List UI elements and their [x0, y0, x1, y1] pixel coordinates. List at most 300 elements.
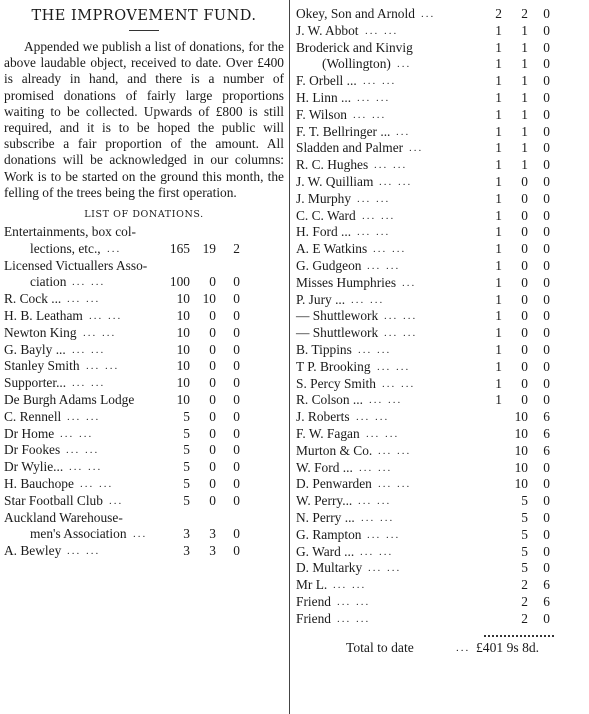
amount-pounds: 3 [183, 543, 190, 559]
amount-shillings: 1 [521, 157, 528, 173]
donation-row [296, 241, 584, 258]
amount-pence: 0 [543, 224, 550, 240]
donation-row [296, 560, 584, 577]
donor-name: Licensed Victuallers Asso- [4, 257, 148, 273]
amount-shillings: 2 [521, 6, 528, 21]
amount-shillings: 0 [521, 325, 528, 341]
leader-dots: ... [421, 8, 436, 20]
amount-shillings: 10 [514, 442, 528, 458]
donor-name: (Wollington) [322, 56, 391, 72]
amount-pounds: 1 [495, 392, 502, 408]
leader-dots: ... ... [333, 579, 367, 592]
amount-shillings: 1 [521, 22, 528, 38]
amount-pounds: 10 [176, 308, 190, 324]
donation-row [296, 40, 584, 57]
leader-dots: ... [396, 125, 411, 138]
leader-dots: ... ... [367, 259, 401, 272]
donation-row [296, 208, 584, 225]
donor-name: Star Football Club [4, 492, 103, 508]
amount-pounds: 1 [495, 224, 502, 240]
amount-shillings: 10 [202, 291, 216, 307]
leader-dots: ... [402, 276, 417, 289]
total-dots: ... [456, 642, 471, 655]
amount-shillings: 1 [521, 73, 528, 89]
amount-shillings: 0 [209, 358, 216, 374]
donation-row [296, 527, 584, 544]
donor-name: Mr L. [296, 577, 328, 593]
amount-pence: 0 [543, 157, 550, 173]
leader-dots: ... ... [357, 91, 391, 104]
donation-row [296, 510, 584, 527]
donor-name: Auckland Warehouse- [4, 509, 123, 525]
amount-pounds: 1 [495, 241, 502, 257]
amount-pence: 6 [543, 409, 550, 425]
donor-name: Okey, Son and Arnold [296, 6, 415, 21]
leader-dots: ... ... [353, 108, 387, 121]
donation-row [296, 594, 584, 611]
donor-name: Entertainments, box col- [4, 224, 137, 240]
amount-shillings: 5 [521, 526, 528, 542]
amount-shillings: 1 [521, 123, 528, 139]
amount-shillings: 0 [521, 341, 528, 357]
amount-shillings: 0 [521, 274, 528, 290]
amount-shillings: 10 [514, 409, 528, 425]
amount-pounds: 1 [495, 207, 502, 223]
donor-name: Dr Fookes [4, 442, 61, 458]
right-column [296, 0, 584, 657]
amount-pence: 0 [543, 123, 550, 139]
donor-name: W. Ford ... [296, 459, 353, 475]
leader-dots: ... ... [366, 427, 400, 440]
leader-dots: ... ... [351, 293, 385, 306]
leader-dots: ... ... [378, 444, 412, 457]
amount-pence: 0 [543, 291, 550, 307]
amount-shillings: 1 [521, 89, 528, 105]
amount-shillings: 0 [209, 392, 216, 407]
donor-name: G. Bayly ... [4, 341, 66, 357]
amount-shillings: 0 [209, 475, 216, 491]
amount-pence: 0 [233, 274, 240, 290]
leader-dots: ... ... [357, 192, 391, 205]
donor-name: F. Wilson [296, 106, 347, 122]
donation-row [296, 6, 584, 23]
amount-pence: 0 [543, 241, 550, 257]
leader-dots: ... ... [362, 209, 396, 222]
amount-pounds: 1 [495, 257, 502, 273]
amount-pence: 0 [543, 341, 550, 357]
total-value: £401 9s 8d. [476, 640, 540, 656]
donor-name: Friend [296, 593, 331, 609]
amount-pence: 0 [543, 308, 550, 324]
donation-row [4, 526, 284, 543]
amount-shillings: 0 [209, 308, 216, 324]
amount-shillings: 1 [521, 106, 528, 122]
donation-row [296, 476, 584, 493]
donation-row [296, 342, 584, 359]
leader-dots: ... ... [367, 528, 401, 541]
donation-row [4, 258, 284, 275]
amount-pence: 0 [233, 475, 240, 491]
column-divider [289, 0, 290, 714]
donor-name: G. Ward ... [296, 543, 355, 559]
donation-row [4, 476, 284, 493]
donor-name: Dr Home [4, 425, 55, 441]
amount-shillings: 0 [521, 308, 528, 324]
donor-name: H. Ford ... [296, 224, 352, 240]
leader-dots: ... ... [337, 595, 371, 608]
donor-name: H. B. Leatham [4, 308, 83, 324]
amount-shillings: 0 [521, 173, 528, 189]
amount-pence: 2 [233, 240, 240, 256]
leader-dots: ... ... [369, 394, 403, 407]
amount-pounds: 2 [495, 6, 502, 21]
amount-shillings: 0 [209, 442, 216, 458]
amount-shillings: 0 [521, 291, 528, 307]
amount-pence: 0 [543, 73, 550, 89]
leader-dots: ... [397, 58, 412, 71]
amount-pounds: 165 [169, 240, 190, 256]
amount-shillings: 5 [521, 543, 528, 559]
amount-shillings: 0 [209, 375, 216, 391]
leader-dots: ... ... [72, 276, 106, 289]
donor-name: Dr Wylie... [4, 459, 64, 475]
donor-name: C. C. Ward [296, 207, 356, 223]
donation-row [4, 342, 284, 359]
donor-name: F. Orbell ... [296, 73, 357, 89]
donation-row [4, 392, 284, 409]
leader-dots: ... ... [384, 310, 418, 323]
amount-shillings: 3 [209, 526, 216, 542]
donor-name: T P. Brooking [296, 358, 371, 374]
leader-dots: ... ... [373, 243, 407, 256]
leader-dots: ... ... [357, 226, 391, 239]
amount-pounds: 1 [495, 106, 502, 122]
leader-dots: ... ... [358, 495, 392, 508]
amount-shillings: 10 [514, 476, 528, 492]
donation-row [296, 426, 584, 443]
donor-name: Friend [296, 610, 331, 626]
amount-pence: 0 [543, 509, 550, 525]
amount-pence: 0 [233, 408, 240, 424]
donor-name: — Shuttlework [296, 325, 379, 341]
amount-pence: 0 [543, 39, 550, 55]
amount-shillings: 0 [521, 358, 528, 374]
amount-pence: 0 [233, 425, 240, 441]
amount-pounds: 10 [176, 375, 190, 391]
amount-pounds: 1 [495, 140, 502, 156]
amount-pence: 0 [233, 526, 240, 542]
amount-shillings: 1 [521, 140, 528, 156]
amount-pounds: 10 [176, 291, 190, 307]
amount-pence: 0 [233, 324, 240, 340]
amount-pence: 0 [543, 140, 550, 156]
leader-dots: ... ... [72, 343, 106, 356]
amount-pence: 0 [543, 6, 550, 21]
amount-pounds: 5 [183, 475, 190, 491]
amount-pounds: 1 [495, 89, 502, 105]
amount-shillings: 10 [514, 425, 528, 441]
amount-shillings: 0 [209, 341, 216, 357]
donor-name: J. W. Abbot [296, 22, 359, 38]
amount-pounds: 5 [183, 425, 190, 441]
amount-pounds: 5 [183, 442, 190, 458]
amount-pounds: 1 [495, 123, 502, 139]
amount-shillings: 1 [521, 56, 528, 72]
donation-row [4, 375, 284, 392]
donor-name: Misses Humphries [296, 274, 397, 290]
amount-pence: 0 [543, 526, 550, 542]
leader-dots: ... ... [378, 478, 412, 491]
leader-dots: ... ... [365, 24, 399, 37]
donation-row [296, 409, 584, 426]
amount-pence: 6 [543, 425, 550, 441]
amount-pence: 0 [233, 543, 240, 559]
amount-pence: 6 [543, 442, 550, 458]
donor-name: Murton & Co. [296, 442, 373, 458]
donation-row [4, 442, 284, 459]
donor-name: S. Percy Smith [296, 375, 376, 391]
amount-pence: 0 [543, 358, 550, 374]
amount-pence: 0 [233, 291, 240, 307]
leader-dots: ... ... [67, 293, 101, 306]
leader-dots: ... ... [60, 427, 94, 440]
donation-row [296, 258, 584, 275]
amount-pounds: 5 [183, 459, 190, 475]
article-title: THE IMPROVEMENT FUND. [31, 8, 257, 24]
amount-shillings: 0 [521, 224, 528, 240]
leader-dots: ... [133, 528, 148, 541]
donation-row [4, 241, 284, 258]
total-spacer [296, 627, 584, 639]
amount-shillings: 5 [521, 509, 528, 525]
donation-row [296, 376, 584, 393]
donation-row [296, 107, 584, 124]
amount-pence: 0 [543, 610, 550, 626]
amount-pounds: 1 [495, 358, 502, 374]
donor-name: R. C. Hughes [296, 157, 369, 173]
amount-pence: 0 [233, 459, 240, 475]
donation-row [296, 140, 584, 157]
leader-dots: ... ... [359, 461, 393, 474]
amount-shillings: 0 [209, 324, 216, 340]
leader-dots: ... ... [377, 360, 411, 373]
donation-row [296, 308, 584, 325]
amount-shillings: 2 [521, 593, 528, 609]
donor-name: F. T. Bellringer ... [296, 123, 391, 139]
leader-dots: ... ... [361, 511, 395, 524]
donor-name: ciation [30, 274, 67, 290]
donor-name: R. Colson ... [296, 392, 363, 408]
leader-dots: ... ... [69, 461, 103, 474]
donation-row [296, 359, 584, 376]
leader-dots: ... ... [67, 410, 101, 423]
donation-row [296, 157, 584, 174]
amount-pounds: 10 [176, 324, 190, 340]
amount-shillings: 19 [202, 240, 216, 256]
amount-shillings: 0 [209, 459, 216, 475]
amount-pence: 0 [543, 56, 550, 72]
leader-dots: ... [109, 494, 124, 507]
donor-name: A. Bewley [4, 543, 62, 559]
leader-dots: ... ... [379, 175, 413, 188]
article-body: Appended we publish a list of donations, for the above laudable object, received to date. Over £400 is already in hand, and there is a number of promised donations of fairly large proportions waiting to be collected. Upwards of £800 is still required, and it is to be hoped the public will subscribe a fair proportion of the amount. All donations will be acknowledged in our columns: Work is to be started on the ground this month, the felling of the trees being the first operation. [4, 39, 284, 200]
amount-pence: 0 [543, 375, 550, 391]
amount-shillings: 5 [521, 493, 528, 509]
amount-pence: 0 [543, 459, 550, 475]
amount-shillings: 0 [521, 241, 528, 257]
donor-name: men's Association [30, 526, 127, 542]
donation-row [296, 90, 584, 107]
donation-row [296, 493, 584, 510]
total-row [296, 639, 584, 657]
amount-pence: 0 [543, 106, 550, 122]
amount-pounds: 1 [495, 22, 502, 38]
amount-pounds: 1 [495, 291, 502, 307]
amount-pence: 0 [233, 492, 240, 508]
amount-pounds: 1 [495, 39, 502, 55]
leader-dots: ... ... [66, 444, 100, 457]
amount-pence: 0 [543, 543, 550, 559]
amount-pounds: 5 [183, 492, 190, 508]
leader-dots: ... ... [80, 477, 114, 490]
amount-pounds: 1 [495, 73, 502, 89]
leader-dots: ... ... [337, 612, 371, 625]
leader-dots: ... ... [358, 343, 392, 356]
donor-name: D. Penwarden [296, 476, 372, 492]
amount-pence: 0 [543, 392, 550, 408]
donor-name: J. Murphy [296, 190, 352, 206]
donation-row [4, 291, 284, 308]
amount-pence: 0 [543, 560, 550, 576]
leader-dots: ... ... [374, 159, 408, 172]
amount-pounds: 100 [169, 274, 190, 290]
amount-shillings: 0 [209, 408, 216, 424]
amount-shillings: 2 [521, 610, 528, 626]
donation-row [4, 358, 284, 375]
donation-row [296, 191, 584, 208]
donation-row [296, 544, 584, 561]
left-column [4, 0, 284, 560]
amount-shillings: 1 [521, 39, 528, 55]
amount-pence: 0 [543, 190, 550, 206]
donor-name: Newton King [4, 324, 77, 340]
amount-pence: 0 [233, 358, 240, 374]
amount-shillings: 0 [209, 425, 216, 441]
amount-pence: 0 [543, 173, 550, 189]
donor-name: De Burgh Adams Lodge [4, 392, 135, 407]
leader-dots: ... ... [86, 360, 120, 373]
amount-pence: 0 [543, 325, 550, 341]
donor-name: Sladden and Palmer [296, 140, 404, 156]
leader-dots: ... ... [83, 326, 117, 339]
donation-row [4, 510, 284, 527]
amount-pounds: 1 [495, 173, 502, 189]
donation-row [296, 460, 584, 477]
amount-shillings: 0 [521, 375, 528, 391]
total-label: Total to date [346, 640, 414, 656]
right-donation-list [296, 6, 584, 627]
amount-pence: 6 [543, 577, 550, 593]
amount-pence: 0 [233, 308, 240, 324]
amount-pounds: 1 [495, 308, 502, 324]
donation-row [296, 392, 584, 409]
donation-row [296, 292, 584, 309]
amount-pounds: 1 [495, 375, 502, 391]
amount-shillings: 5 [521, 560, 528, 576]
leader-dots: ... ... [363, 75, 397, 88]
amount-shillings: 0 [521, 392, 528, 408]
donor-name: F. W. Fagan [296, 425, 360, 441]
donor-name: Stanley Smith [4, 358, 80, 374]
amount-pounds: 1 [495, 341, 502, 357]
donation-row [296, 611, 584, 628]
donation-row [296, 174, 584, 191]
amount-shillings: 10 [514, 459, 528, 475]
amount-pounds: 1 [495, 325, 502, 341]
amount-pounds: 1 [495, 157, 502, 173]
leader-dots: ... ... [72, 377, 106, 390]
amount-pounds: 1 [495, 56, 502, 72]
donation-row [4, 543, 284, 560]
donation-row [296, 124, 584, 141]
amount-shillings: 0 [521, 207, 528, 223]
leader-dots: ... ... [360, 545, 394, 558]
amount-shillings: 0 [521, 257, 528, 273]
donation-row [4, 224, 284, 241]
amount-pounds: 10 [176, 358, 190, 374]
leader-dots: ... ... [384, 327, 418, 340]
donor-name: P. Jury ... [296, 291, 346, 307]
donation-row [296, 224, 584, 241]
amount-pence: 0 [233, 341, 240, 357]
leader-dots: ... [107, 242, 122, 255]
donor-name: R. Cock ... [4, 291, 62, 307]
amount-pounds: 3 [183, 526, 190, 542]
donor-name: H. Linn ... [296, 89, 352, 105]
left-donation-list [4, 224, 284, 560]
donation-row [4, 409, 284, 426]
amount-pence: 0 [543, 207, 550, 223]
donation-row [296, 443, 584, 460]
amount-pence: 0 [543, 476, 550, 492]
amount-pence: 0 [233, 375, 240, 391]
donor-name: J. Roberts [296, 409, 350, 425]
leader-dots: ... ... [89, 310, 123, 323]
donor-name: D. Multarky [296, 560, 363, 576]
amount-pence: 0 [233, 392, 240, 407]
amount-shillings: 2 [521, 577, 528, 593]
donation-row [4, 426, 284, 443]
title-divider [129, 30, 159, 31]
amount-pounds: 1 [495, 190, 502, 206]
amount-pence: 0 [543, 493, 550, 509]
amount-pence: 0 [543, 89, 550, 105]
donor-name: C. Rennell [4, 408, 62, 424]
donation-row [296, 325, 584, 342]
donation-row [4, 459, 284, 476]
donor-name: J. W. Quilliam [296, 173, 374, 189]
amount-pounds: 10 [176, 341, 190, 357]
donation-row [4, 308, 284, 325]
donation-row [4, 493, 284, 510]
leader-dots: ... ... [356, 411, 390, 424]
leader-dots: ... ... [382, 377, 416, 390]
amount-pence: 6 [543, 593, 550, 609]
donation-row [296, 73, 584, 90]
donation-row [296, 23, 584, 40]
amount-pounds: 5 [183, 408, 190, 424]
amount-pence: 0 [543, 22, 550, 38]
